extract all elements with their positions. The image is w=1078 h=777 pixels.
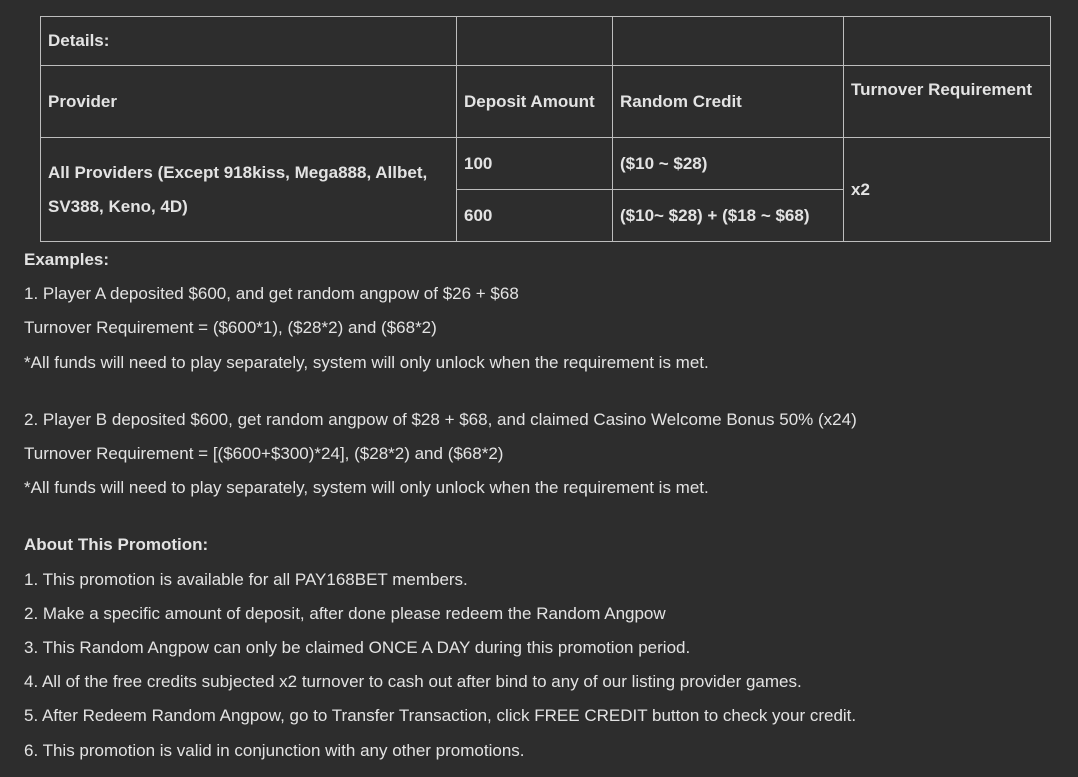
about-item: 3. This Random Angpow can only be claimed ONCE A DAY during this promotion period. xyxy=(24,638,691,658)
table-row xyxy=(41,138,1051,190)
header-random-credit: Random Credit xyxy=(613,66,844,138)
header-turnover-requirement: Turnover Requirement xyxy=(844,66,1051,138)
example-b-line: *All funds will need to play separately, system will only unlock when the requirement is met. xyxy=(24,478,709,498)
provider-value: All Providers (Except 918kiss, Mega888, Allbet, SV388, Keno, 4D) xyxy=(41,138,457,242)
empty-cell xyxy=(844,17,1051,66)
header-provider: Provider xyxy=(41,66,457,138)
empty-cell xyxy=(457,17,613,66)
turnover-value: x2 xyxy=(844,138,1051,242)
deposit-amount-value: 100 xyxy=(457,138,613,190)
header-deposit-amount: Deposit Amount xyxy=(457,66,613,138)
about-item: 1. This promotion is available for all PAY168BET members. xyxy=(24,569,468,589)
random-credit-value: ($10~ $28) + ($18 ~ $68) xyxy=(613,190,844,242)
table-row-details xyxy=(41,17,1051,66)
example-b-line: 2. Player B deposited $600, get random angpow of $28 + $68, and claimed Casino Welcome Bonus 50% (x24) xyxy=(24,409,857,429)
about-item: 2. Make a specific amount of deposit, after done please redeem the Random Angpow xyxy=(24,603,666,623)
table-row-headers xyxy=(41,66,1051,138)
about-item: 4. All of the free credits subjected x2 turnover to cash out after bind to any of our listing provider games. xyxy=(24,672,802,692)
spacer xyxy=(24,380,1064,403)
example-a-line: 1. Player A deposited $600, and get random angpow of $26 + $68 xyxy=(24,284,519,304)
deposit-amount-value: 600 xyxy=(457,190,613,242)
promotion-description xyxy=(24,243,1064,768)
example-a-line: Turnover Requirement = ($600*1), ($28*2) and ($68*2) xyxy=(24,318,437,338)
examples-heading: Examples: xyxy=(24,250,110,269)
details-label: Details: xyxy=(41,17,457,66)
example-a-line: *All funds will need to play separately, system will only unlock when the requirement is met. xyxy=(24,352,709,372)
example-b-line: Turnover Requirement = [($600+$300)*24], ($28*2) and ($68*2) xyxy=(24,444,504,464)
random-credit-value: ($10 ~ $28) xyxy=(613,138,844,190)
about-item: 6. This promotion is valid in conjunction with any other promotions. xyxy=(24,740,525,760)
about-item: 5. After Redeem Random Angpow, go to Transfer Transaction, click FREE CREDIT button to check your credit. xyxy=(24,706,857,726)
about-heading: About This Promotion: xyxy=(24,535,209,555)
empty-cell xyxy=(613,17,844,66)
promotion-details-table xyxy=(40,16,1051,242)
spacer xyxy=(24,505,1064,528)
